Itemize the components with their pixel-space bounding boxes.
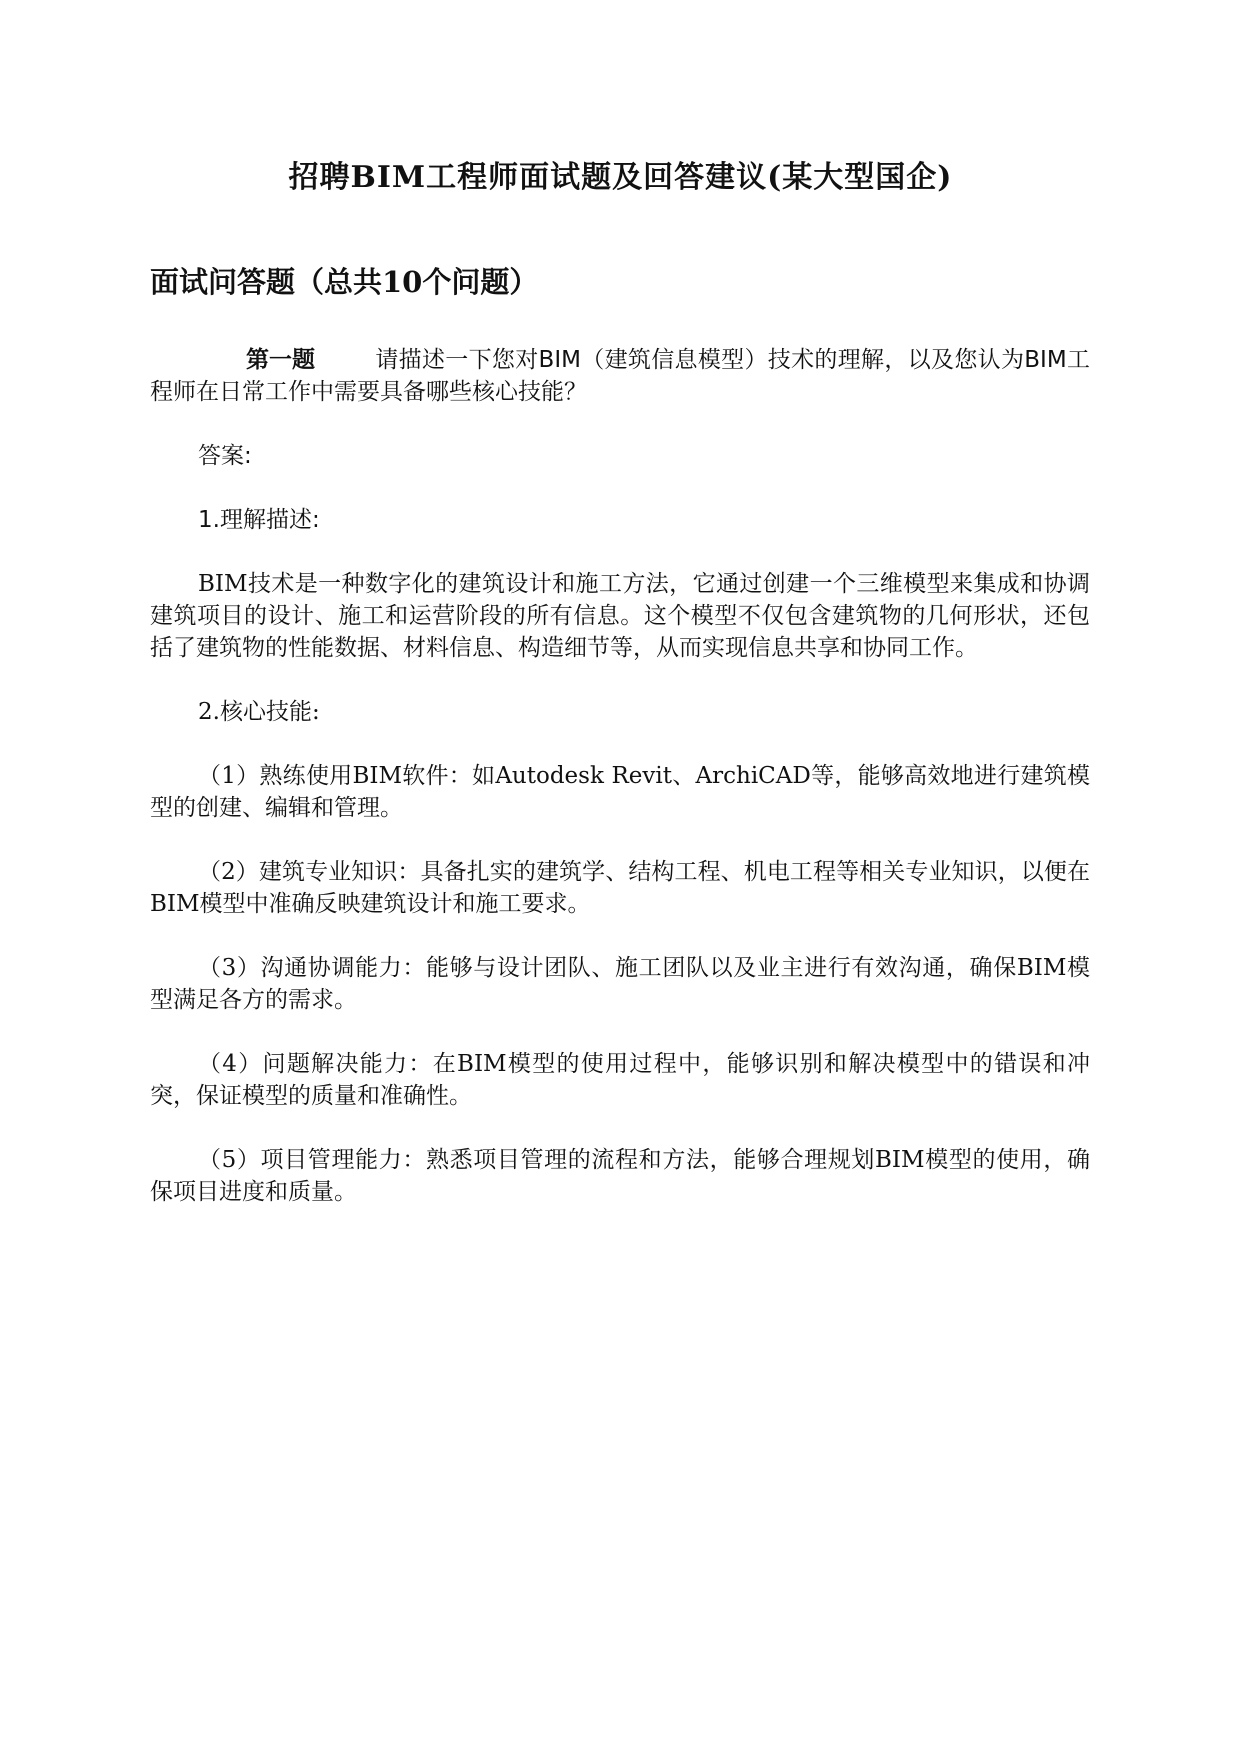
skill-item-4: （4）问题解决能力：在BIM模型的使用过程中，能够识别和解决模型中的错误和冲突，保证模型的质量和准确性。 xyxy=(150,1051,1090,1109)
part1-heading: 1.理解描述: xyxy=(198,507,320,533)
section-heading: 面试问答题（总共10个问题） xyxy=(150,265,539,299)
answer-label: 答案: xyxy=(198,443,252,469)
question-paragraph xyxy=(150,344,1090,408)
skill-item-3: （3）沟通协调能力：能够与设计团队、施工团队以及业主进行有效沟通，确保BIM模型满足各方的需求。 xyxy=(150,955,1090,1013)
skill-item-1: （1）熟练使用BIM软件：如Autodesk Revit、ArchiCAD等，能够高效地进行建筑模型的创建、编辑和管理。 xyxy=(150,763,1090,821)
skill-item-2: （2）建筑专业知识：具备扎实的建筑学、结构工程、机电工程等相关专业知识，以便在BIM模型中准确反映建筑设计和施工要求。 xyxy=(150,859,1090,917)
document-title: 招聘BIM工程师面试题及回答建议(某大型国企) xyxy=(288,160,953,195)
part2-heading: 2.核心技能: xyxy=(198,699,320,725)
part1-text: BIM技术是一种数字化的建筑设计和施工方法，它通过创建一个三维模型来集成和协调建筑项目的设计、施工和运营阶段的所有信息。这个模型不仅包含建筑物的几何形状，还包括了建筑物的性能数据、材料信息、构造细节等，从而实现信息共享和协同工作。 xyxy=(150,571,1090,661)
question-text: 请描述一下您对BIM（建筑信息模型）技术的理解，以及您认为BIM工程师在日常工作中需要具备哪些核心技能？ xyxy=(150,347,1090,405)
document-body xyxy=(150,344,1090,1240)
skill-item-5: （5）项目管理能力：熟悉项目管理的流程和方法，能够合理规划BIM模型的使用，确保项目进度和质量。 xyxy=(150,1147,1090,1205)
question-label: 第一题 xyxy=(246,346,315,373)
